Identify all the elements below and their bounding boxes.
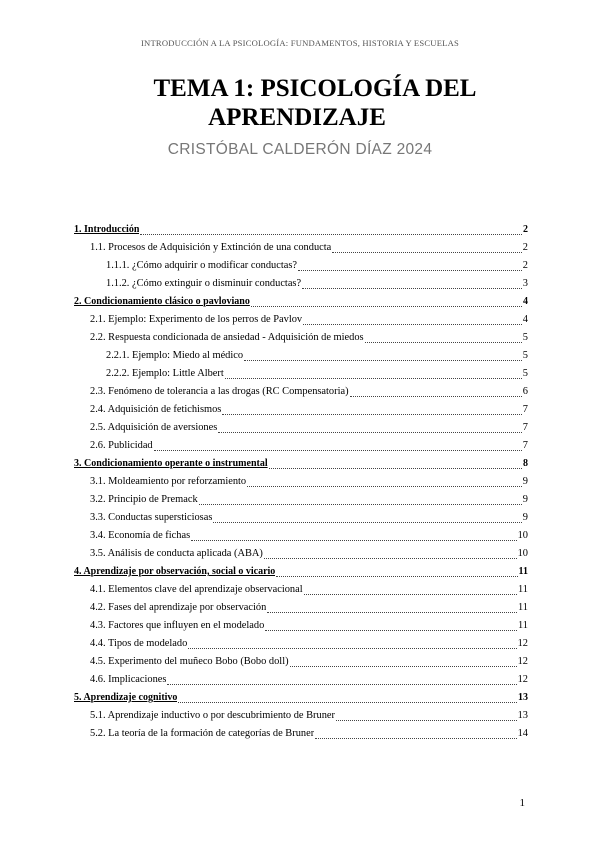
toc-entry-label: 4.3. Factores que influyen en el modelado [90, 620, 265, 631]
toc-dot-leader [350, 396, 522, 397]
toc-entry-page: 10 [517, 530, 528, 541]
toc-dot-leader [336, 720, 517, 721]
toc-entry-page: 13 [517, 710, 528, 721]
toc-dot-leader [276, 576, 517, 577]
toc-entry-page: 9 [522, 476, 528, 487]
toc-entry[interactable] [74, 239, 528, 257]
toc-entry[interactable] [74, 275, 528, 293]
toc-entry[interactable] [74, 347, 528, 365]
toc-entry-label: 3.1. Moldeamiento por reforzamiento [90, 476, 247, 487]
toc-entry-page: 4 [522, 314, 528, 325]
toc-entry-label: 3.3. Conductas supersticiosas [90, 512, 213, 523]
toc-entry-label: 4.5. Experimento del muñeco Bobo (Bobo doll) [90, 656, 289, 667]
toc-entry[interactable] [74, 671, 528, 689]
toc-entry-label: 1.1.2. ¿Cómo extinguir o disminuir conductas? [106, 278, 302, 289]
toc-entry-label: 4.2. Fases del aprendizaje por observación [90, 602, 267, 613]
toc-entry-page: 9 [522, 512, 528, 523]
page-number: 1 [519, 797, 525, 809]
toc-dot-leader [315, 738, 516, 739]
toc-entry-label: 2.2. Respuesta condicionada de ansiedad - Adquisición de miedos [90, 332, 364, 343]
table-of-contents [74, 221, 528, 743]
author-line: CRISTÓBAL CALDERÓN DÍAZ 2024 [167, 141, 433, 158]
toc-entry-page: 6 [522, 386, 528, 397]
toc-dot-leader [332, 252, 522, 253]
toc-dot-leader [264, 558, 517, 559]
toc-entry-page: 2 [522, 242, 528, 253]
toc-dot-leader [154, 450, 522, 451]
toc-entry-page: 14 [517, 728, 528, 739]
toc-entry-page: 7 [522, 422, 528, 433]
toc-entry-page: 12 [517, 674, 528, 685]
toc-dot-leader [178, 702, 517, 703]
toc-entry-page: 2 [523, 224, 528, 235]
toc-entry-label: 3.4. Economía de fichas [90, 530, 191, 541]
toc-entry-label: 2.6. Publicidad [90, 440, 153, 451]
toc-entry-label: 2.5. Adquisición de aversiones [90, 422, 218, 433]
document-title [0, 74, 600, 132]
toc-entry-page: 5 [522, 368, 528, 379]
toc-entry[interactable] [74, 293, 528, 311]
toc-entry-page: 10 [517, 548, 528, 559]
toc-entry-label: 1.1. Procesos de Adquisición y Extinción de una conducta [90, 242, 332, 253]
toc-entry-label: 4.6. Implicaciones [90, 674, 167, 685]
toc-entry-label: 2.3. Fenómeno de tolerancia a las drogas (RC Compensatoria) [90, 386, 349, 397]
toc-dot-leader [244, 360, 522, 361]
toc-entry-label: 2.2.2. Ejemplo: Little Albert [106, 368, 224, 379]
toc-dot-leader [222, 414, 521, 415]
toc-entry[interactable] [74, 311, 528, 329]
toc-dot-leader [303, 324, 522, 325]
toc-entry-page: 13 [518, 692, 528, 703]
toc-entry-label: 1. Introducción [74, 224, 140, 235]
toc-dot-leader [290, 666, 517, 667]
toc-entry-page: 7 [522, 440, 528, 451]
toc-entry-label: 4.4. Tipos de modelado [90, 638, 188, 649]
toc-dot-leader [247, 486, 522, 487]
toc-entry[interactable] [74, 563, 528, 581]
toc-entry-page: 7 [522, 404, 528, 415]
toc-entry[interactable] [74, 707, 528, 725]
toc-entry-page: 11 [517, 620, 528, 631]
toc-entry[interactable] [74, 527, 528, 545]
toc-entry-label: 4.1. Elementos clave del aprendizaje observacional [90, 584, 303, 595]
toc-dot-leader [265, 630, 517, 631]
toc-entry-page: 5 [522, 350, 528, 361]
toc-entry[interactable] [74, 455, 528, 473]
toc-dot-leader [304, 594, 517, 595]
toc-entry[interactable] [74, 689, 528, 707]
toc-entry[interactable] [74, 329, 528, 347]
toc-entry-page: 2 [522, 260, 528, 271]
toc-entry-label: 2.2.1. Ejemplo: Miedo al médico [106, 350, 244, 361]
toc-entry-label: 3.2. Principio de Premack [90, 494, 198, 505]
toc-dot-leader [251, 306, 522, 307]
toc-entry-label: 2.4. Adquisición de fetichismos [90, 404, 222, 415]
toc-entry-page: 5 [522, 332, 528, 343]
toc-dot-leader [269, 468, 522, 469]
toc-entry[interactable] [74, 653, 528, 671]
title-line-2: APRENDIZAJE [208, 104, 386, 131]
toc-entry[interactable] [74, 365, 528, 383]
toc-entry[interactable] [74, 635, 528, 653]
toc-entry-label: 3. Condicionamiento operante o instrumental [74, 458, 268, 469]
toc-entry-page: 11 [518, 566, 528, 577]
toc-dot-leader [199, 504, 522, 505]
toc-entry-page: 3 [522, 278, 528, 289]
toc-dot-leader [188, 648, 516, 649]
toc-dot-leader [167, 684, 516, 685]
toc-entry-label: 1.1.1. ¿Cómo adquirir o modificar conductas? [106, 260, 298, 271]
toc-dot-leader [267, 612, 517, 613]
toc-dot-leader [218, 432, 522, 433]
toc-dot-leader [213, 522, 521, 523]
toc-dot-leader [298, 270, 522, 271]
toc-entry[interactable] [74, 509, 528, 527]
toc-entry[interactable] [74, 599, 528, 617]
toc-entry[interactable] [74, 473, 528, 491]
toc-dot-leader [302, 288, 522, 289]
toc-entry-label: 5.2. La teoría de la formación de categorías de Bruner [90, 728, 315, 739]
toc-entry-label: 4. Aprendizaje por observación, social o vicario [74, 566, 276, 577]
toc-entry-page: 12 [517, 656, 528, 667]
toc-dot-leader [140, 234, 522, 235]
toc-entry-label: 3.5. Análisis de conducta aplicada (ABA) [90, 548, 263, 559]
toc-dot-leader [191, 540, 516, 541]
toc-entry[interactable] [74, 437, 528, 455]
toc-entry-page: 8 [523, 458, 528, 469]
toc-entry-label: 5.1. Aprendizaje inductivo o por descubrimiento de Bruner [90, 710, 335, 721]
toc-entry-label: 5. Aprendizaje cognitivo [74, 692, 178, 703]
toc-dot-leader [225, 378, 522, 379]
toc-entry[interactable] [74, 617, 528, 635]
toc-entry-label: 2.1. Ejemplo: Experimento de los perros de Pavlov [90, 314, 303, 325]
toc-entry[interactable] [74, 401, 528, 419]
toc-entry[interactable] [74, 545, 528, 563]
toc-entry[interactable] [74, 257, 528, 275]
toc-entry[interactable] [74, 383, 528, 401]
toc-entry[interactable] [74, 491, 528, 509]
toc-entry-label: 2. Condicionamiento clásico o pavloviano [74, 296, 250, 307]
toc-entry-page: 12 [517, 638, 528, 649]
running-header: INTRODUCCIÓN A LA PSICOLOGÍA: FUNDAMENTOS, HISTORIA Y ESCUELAS [141, 38, 459, 48]
toc-entry[interactable] [74, 725, 528, 743]
toc-entry-page: 9 [522, 494, 528, 505]
toc-entry[interactable] [74, 419, 528, 437]
toc-entry[interactable] [74, 221, 528, 239]
toc-dot-leader [365, 342, 522, 343]
toc-entry-page: 11 [517, 584, 528, 595]
title-line-1: TEMA 1: PSICOLOGÍA DEL [153, 75, 477, 102]
toc-entry-page: 11 [517, 602, 528, 613]
toc-entry[interactable] [74, 581, 528, 599]
toc-entry-page: 4 [523, 296, 528, 307]
